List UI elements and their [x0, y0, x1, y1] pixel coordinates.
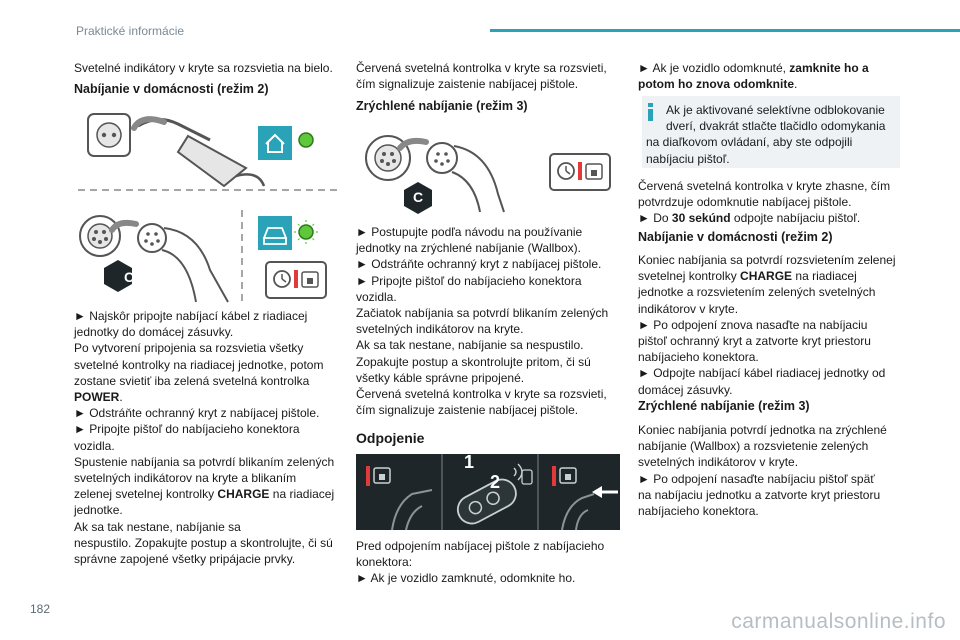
text-line: Ak sa tak nestane, nabíjanie sa nespustilo.	[356, 338, 584, 353]
figure-callout-c: C	[412, 189, 424, 205]
text-line: zelenej svetelnej kontrolky CHARGE na riadiacej	[74, 487, 335, 502]
text-line: jednotky do domácej zásuvky.	[74, 325, 234, 340]
text-line: všetky káble správne pripojené.	[356, 370, 525, 385]
home-charging-figure	[78, 106, 342, 304]
text-line: domácej zásuvky.	[638, 382, 733, 397]
col3-heading-home: Nabíjanie v domácnosti (režim 2)	[638, 230, 833, 244]
step-label-1: 1	[464, 454, 475, 472]
page-number: 182	[30, 602, 51, 616]
col1-body	[74, 308, 342, 567]
text-line: vozidla.	[356, 289, 397, 304]
text-line: svetelné kontrolky na riadiacej jednotke, potom	[74, 357, 324, 372]
text-line: Koniec nabíjania potvrdí jednotka na zrýchlené	[638, 423, 887, 437]
col2-tail	[356, 538, 624, 587]
text-line: nabíjaciu pištoľ.	[646, 151, 730, 166]
text-line: Červená svetelná kontrolka v kryte sa rozsvieti,	[356, 61, 607, 75]
text-line: potvrdzuje odomknutie nabíjacej pištole.	[638, 195, 852, 210]
text-line: čím signalizuje zaistenie nabíjacej pištole.	[356, 77, 579, 92]
text-line: dverí, dvakrát stlačte tlačidlo odomykania	[666, 119, 886, 134]
text-line: indikátorov v kryte.	[638, 301, 739, 316]
col3-after-info	[638, 178, 908, 227]
text-line: pištoľ ochranný kryt a zatvorte kryt priestoru	[638, 334, 871, 349]
col3-fast-body	[638, 422, 908, 519]
text-line: ► Po odpojení znova nasaďte na nabíjaciu	[638, 317, 868, 332]
text-line: Spustenie nabíjania sa potvrdí blikaním zelených	[74, 454, 335, 469]
text-line: svetelných indikátorov na kryte a blikaním	[74, 471, 297, 486]
text-line: zostane svietiť iba zelená svetelná kontrolka	[74, 373, 310, 388]
disconnect-heading: Odpojenie	[356, 430, 425, 446]
col1-intro: Svetelné indikátory v kryte sa rozsvietia na bielo.	[74, 61, 333, 75]
col2-body	[356, 224, 624, 418]
text-line: ► Postupujte podľa návodu na používanie	[356, 225, 583, 239]
text-line: nabíjacieho konektora.	[638, 350, 759, 365]
text-line: nespustilo. Zopakujte postup a skontrolujte, či sú	[74, 535, 333, 550]
text-line: Koniec nabíjania sa potvrdí rozsvietením zelenej	[638, 253, 896, 267]
text-line: na nabíjaciu jednotku a zatvorte kryt priestoru	[638, 487, 881, 502]
text-line: čím signalizuje zaistenie nabíjacej pištole.	[356, 403, 579, 418]
text-line: potom ho znova odomknite.	[638, 77, 798, 92]
text-line: ► Ak je vozidlo zamknuté, odomknite ho.	[356, 571, 576, 586]
info-text	[646, 102, 896, 167]
text-line: jednotke.	[74, 503, 123, 518]
text-line: Zopakujte postup a skontrolujte pritom, či sú	[356, 354, 591, 369]
col3-heading-fast: Zrýchlené nabíjanie (režim 3)	[638, 399, 810, 413]
text-line: nabíjanie (Wallbox) a rozsvietenie zelených	[638, 439, 869, 454]
text-line: nabíjacieho konektora.	[638, 504, 759, 519]
text-line: svetelných indikátorov v kryte.	[638, 455, 799, 470]
text-line: ► Odpojte nabíjací kábel riadiacej jednotky od	[638, 366, 886, 381]
text-line: Ak sa tak nestane, nabíjanie sa	[74, 519, 241, 534]
col2-heading: Zrýchlené nabíjanie (režim 3)	[356, 99, 528, 113]
fast-charging-figure	[360, 124, 624, 214]
text-line: na diaľkovom ovládaní, aby ste odpojili	[646, 135, 853, 150]
disconnect-figure	[356, 454, 620, 530]
text-line: jednotky na zrýchlené nabíjanie (Wallbox).	[356, 241, 582, 256]
text-line: Červená svetelná kontrolka v kryte zhasne, čím	[638, 179, 891, 193]
step-label-2: 2	[490, 472, 501, 492]
header-section-title: Praktické informácie	[76, 24, 185, 38]
col3-home-body	[638, 252, 908, 398]
text-line: Pred odpojením nabíjacej pištole z nabíjacieho	[356, 539, 605, 553]
col3-intro	[638, 60, 908, 92]
text-line: konektora:	[356, 555, 413, 570]
col2-intro	[356, 60, 624, 92]
text-line: POWER.	[74, 390, 123, 405]
text-line: ► Pripojte pištoľ do nabíjacieho konektora	[74, 422, 300, 437]
info-note	[642, 96, 900, 168]
text-line: ► Pripojte pištoľ do nabíjacieho konektora	[356, 273, 582, 288]
text-line: Ak je aktivované selektívne odblokovanie	[666, 103, 885, 117]
text-line: svetelných indikátorov na kryte.	[356, 322, 524, 337]
text-line: Červená svetelná kontrolka v kryte sa rozsvieti,	[356, 387, 607, 402]
text-line: svetelnej kontrolky CHARGE na riadiacej	[638, 269, 857, 284]
text-line: Začiatok nabíjania sa potvrdí blikaním zelených	[356, 306, 609, 321]
text-line: správne zapojené všetky pripájacie prvky.	[74, 552, 296, 567]
text-line: ► Do 30 sekúnd odpojte nabíjaciu pištoľ.	[638, 211, 861, 226]
text-line: ► Najskôr pripojte nabíjací kábel z riadiacej	[74, 309, 308, 323]
text-line: ► Odstráňte ochranný kryt z nabíjacej pištole.	[74, 406, 320, 421]
text-line: ► Odstráňte ochranný kryt z nabíjacej pištole.	[356, 257, 602, 272]
text-line: ► Po odpojení nasaďte nabíjaciu pištoľ späť	[638, 471, 875, 486]
col1-heading: Nabíjanie v domácnosti (režim 2)	[74, 82, 269, 96]
text-line: jednotke a rozsvietením zelených svetelných	[638, 285, 876, 300]
text-line: vozidla.	[74, 438, 115, 453]
header-accent-bar	[490, 29, 960, 32]
text-line: Po vytvorení pripojenia sa rozsvietia všetky	[74, 341, 304, 356]
text-line: ► Ak je vozidlo odomknuté, zamknite ho a	[638, 61, 869, 75]
figure-callout-c: C	[123, 269, 135, 285]
watermark: carmanualsonline.info	[731, 610, 946, 633]
